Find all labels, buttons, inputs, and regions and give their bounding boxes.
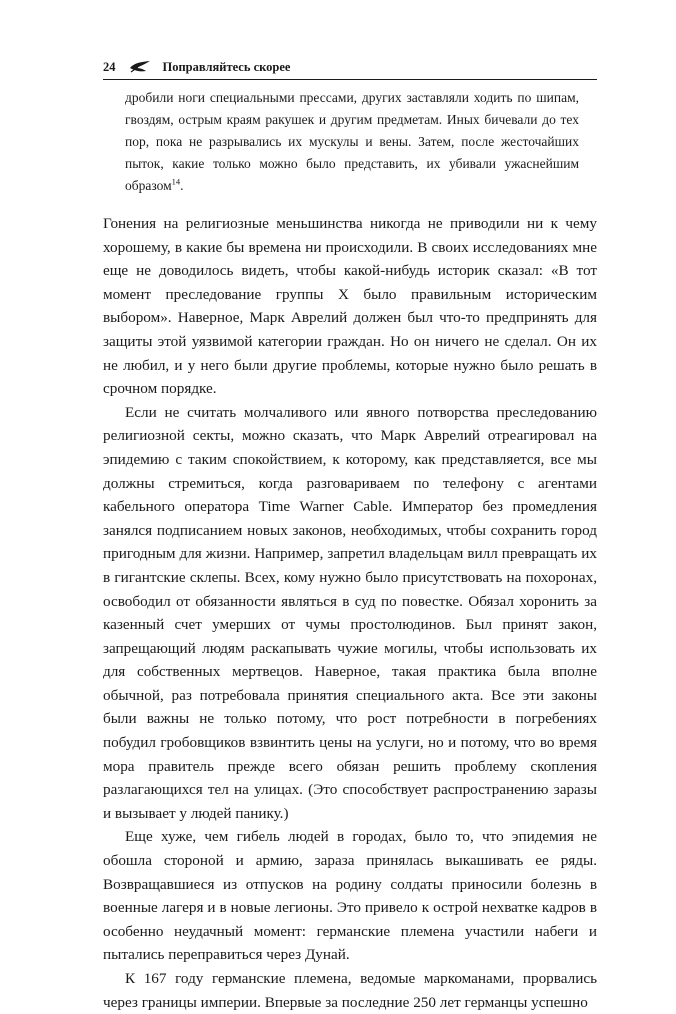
header-rule [103, 79, 597, 80]
running-title: Поправляйтесь скорее [162, 59, 291, 74]
body-text [103, 212, 597, 1014]
footnote-reference[interactable]: 14 [171, 176, 181, 187]
paragraph: Еще хуже, чем гибель людей в городах, было то, что эпидемия не обошла стороной и армию, зараза принялась выкашивать ее ряды. Возвращавшиеся из отпусков на родину солдаты приносили болезнь в военные лагеря и в новые легионы. Это привело к острой нехватке кадров в особенно неудачный момент: германские племена участили набеги и пытались переправиться через Дунай. [103, 828, 597, 964]
quill-ornament-icon [129, 60, 151, 74]
paragraph: Гонения на религиозные меньшинства никогда не приводили ни к чему хорошему, в какие бы времена ни происходили. В своих исследованиях мне еще не доводилось видеть, чтобы какой-нибудь историк сказал: «В тот момент преследование группы X было правильным историческим выбором». Наверное, Марк Аврелий должен был что-то предпринять для защиты этой уязвимой категории граждан. Но он ничего не сделал. Он их не любил, и у него были другие проблемы, которые нужно было решать в срочном порядке. [103, 215, 597, 398]
running-head [103, 57, 597, 77]
paragraph: Если не считать молчаливого или явного потворства преследованию религиозной секты, можно сказать, что Марк Аврелий отреагировал на эпидемию с таким спокойствием, к которому, как представляется, все мы должны стремиться, когда разговариваем по телефону с агентами кабельного оператора Time Warner Cable. Император без промедления занялся подписанием новых законов, необходимых, чтобы сохранить город пригодным для жизни. Например, запретил владельцам вилл превращать их в гигантские склепы. Всех, кому нужно было присутствовать на похоронах, освободил от обязанности являться в суд по повестке. Обязал хоронить за казенный счет умерших от чумы простолюдинов. Был принят закон, запрещающий людям раскапывать чужие могилы, чтобы использовать их для собственных мертвецов. Наверное, такая практика была вполне обычной, раз потребовала принятия специального акта. Все эти законы были важны не только потому, что рост потребности в погребениях побудил гробовщиков взвинтить цены на услуги, но и потому, что во время мора правитель прежде всего обязан решить проблему скопления разлагающихся тел на улицах. (Это способствует распространению заразы и вызывает у людей панику.) [103, 403, 597, 822]
block-quote: дробили ноги специальными прессами, других заставляли ходить по шипам, гвоздям, острым краям ракушек и другим предметам. Иных бичевали до тех пор, пока не разрывались их мускулы и вены. Затем, после жесточайших пыток, какие только можно было представить, их убивали ужаснейшим образом$^{14}$. [125, 90, 579, 193]
paragraph: К 167 году германские племена, ведомые маркоманами, прорвались через границы империи. Впервые за последние 250 лет германцы успешно [103, 970, 597, 1011]
page-number: 24 [103, 59, 116, 74]
quote-text: дробили ноги специальными прессами, других заставляли ходить по шипам, гвоздям, острым краям ракушек и другим предметам. Иных бичевали до тех пор, пока не разрывались их мускулы и вены. Затем, после жесточайших пыток, какие только можно было представить, их убивали ужаснейшим образом [125, 90, 579, 193]
